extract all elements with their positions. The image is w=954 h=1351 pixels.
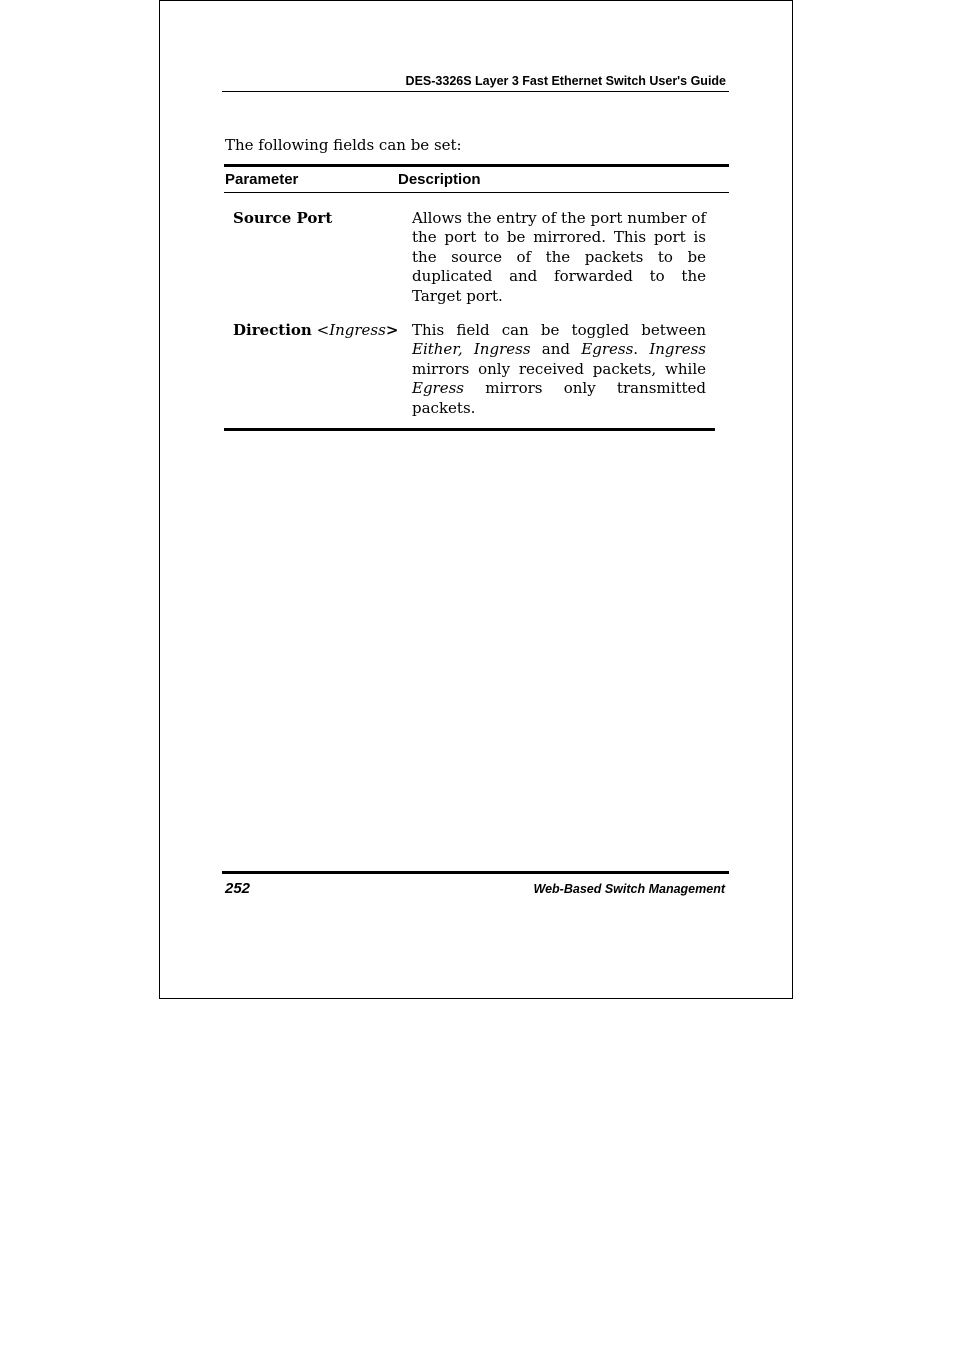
footer-section-title: Web-Based Switch Management [533, 882, 725, 896]
param-source-port: Source Port [233, 209, 333, 227]
table-header-rule [224, 192, 729, 193]
param-direction: Direction <Ingress> [233, 321, 399, 339]
table-top-rule [224, 164, 729, 167]
table-bottom-rule [224, 428, 715, 431]
header-rule [222, 91, 729, 92]
intro-text: The following fields can be set: [225, 136, 462, 154]
desc-direction: This field can be toggled between Either, Ingress and Egress. Ingress mirrors only received packets, while Egress mirrors only transmitted packets. [412, 321, 706, 417]
column-header-description: Description [398, 171, 481, 188]
footer-rule [222, 871, 729, 874]
page-number: 252 [225, 880, 251, 897]
desc-source-port: Allows the entry of the port number of the port to be mirrored. This port is the source of the packets to be duplicated and forwarded to the Target port. [412, 209, 706, 305]
running-header: DES-3326S Layer 3 Fast Ethernet Switch User's Guide [405, 74, 726, 88]
column-header-parameter: Parameter [225, 171, 299, 188]
